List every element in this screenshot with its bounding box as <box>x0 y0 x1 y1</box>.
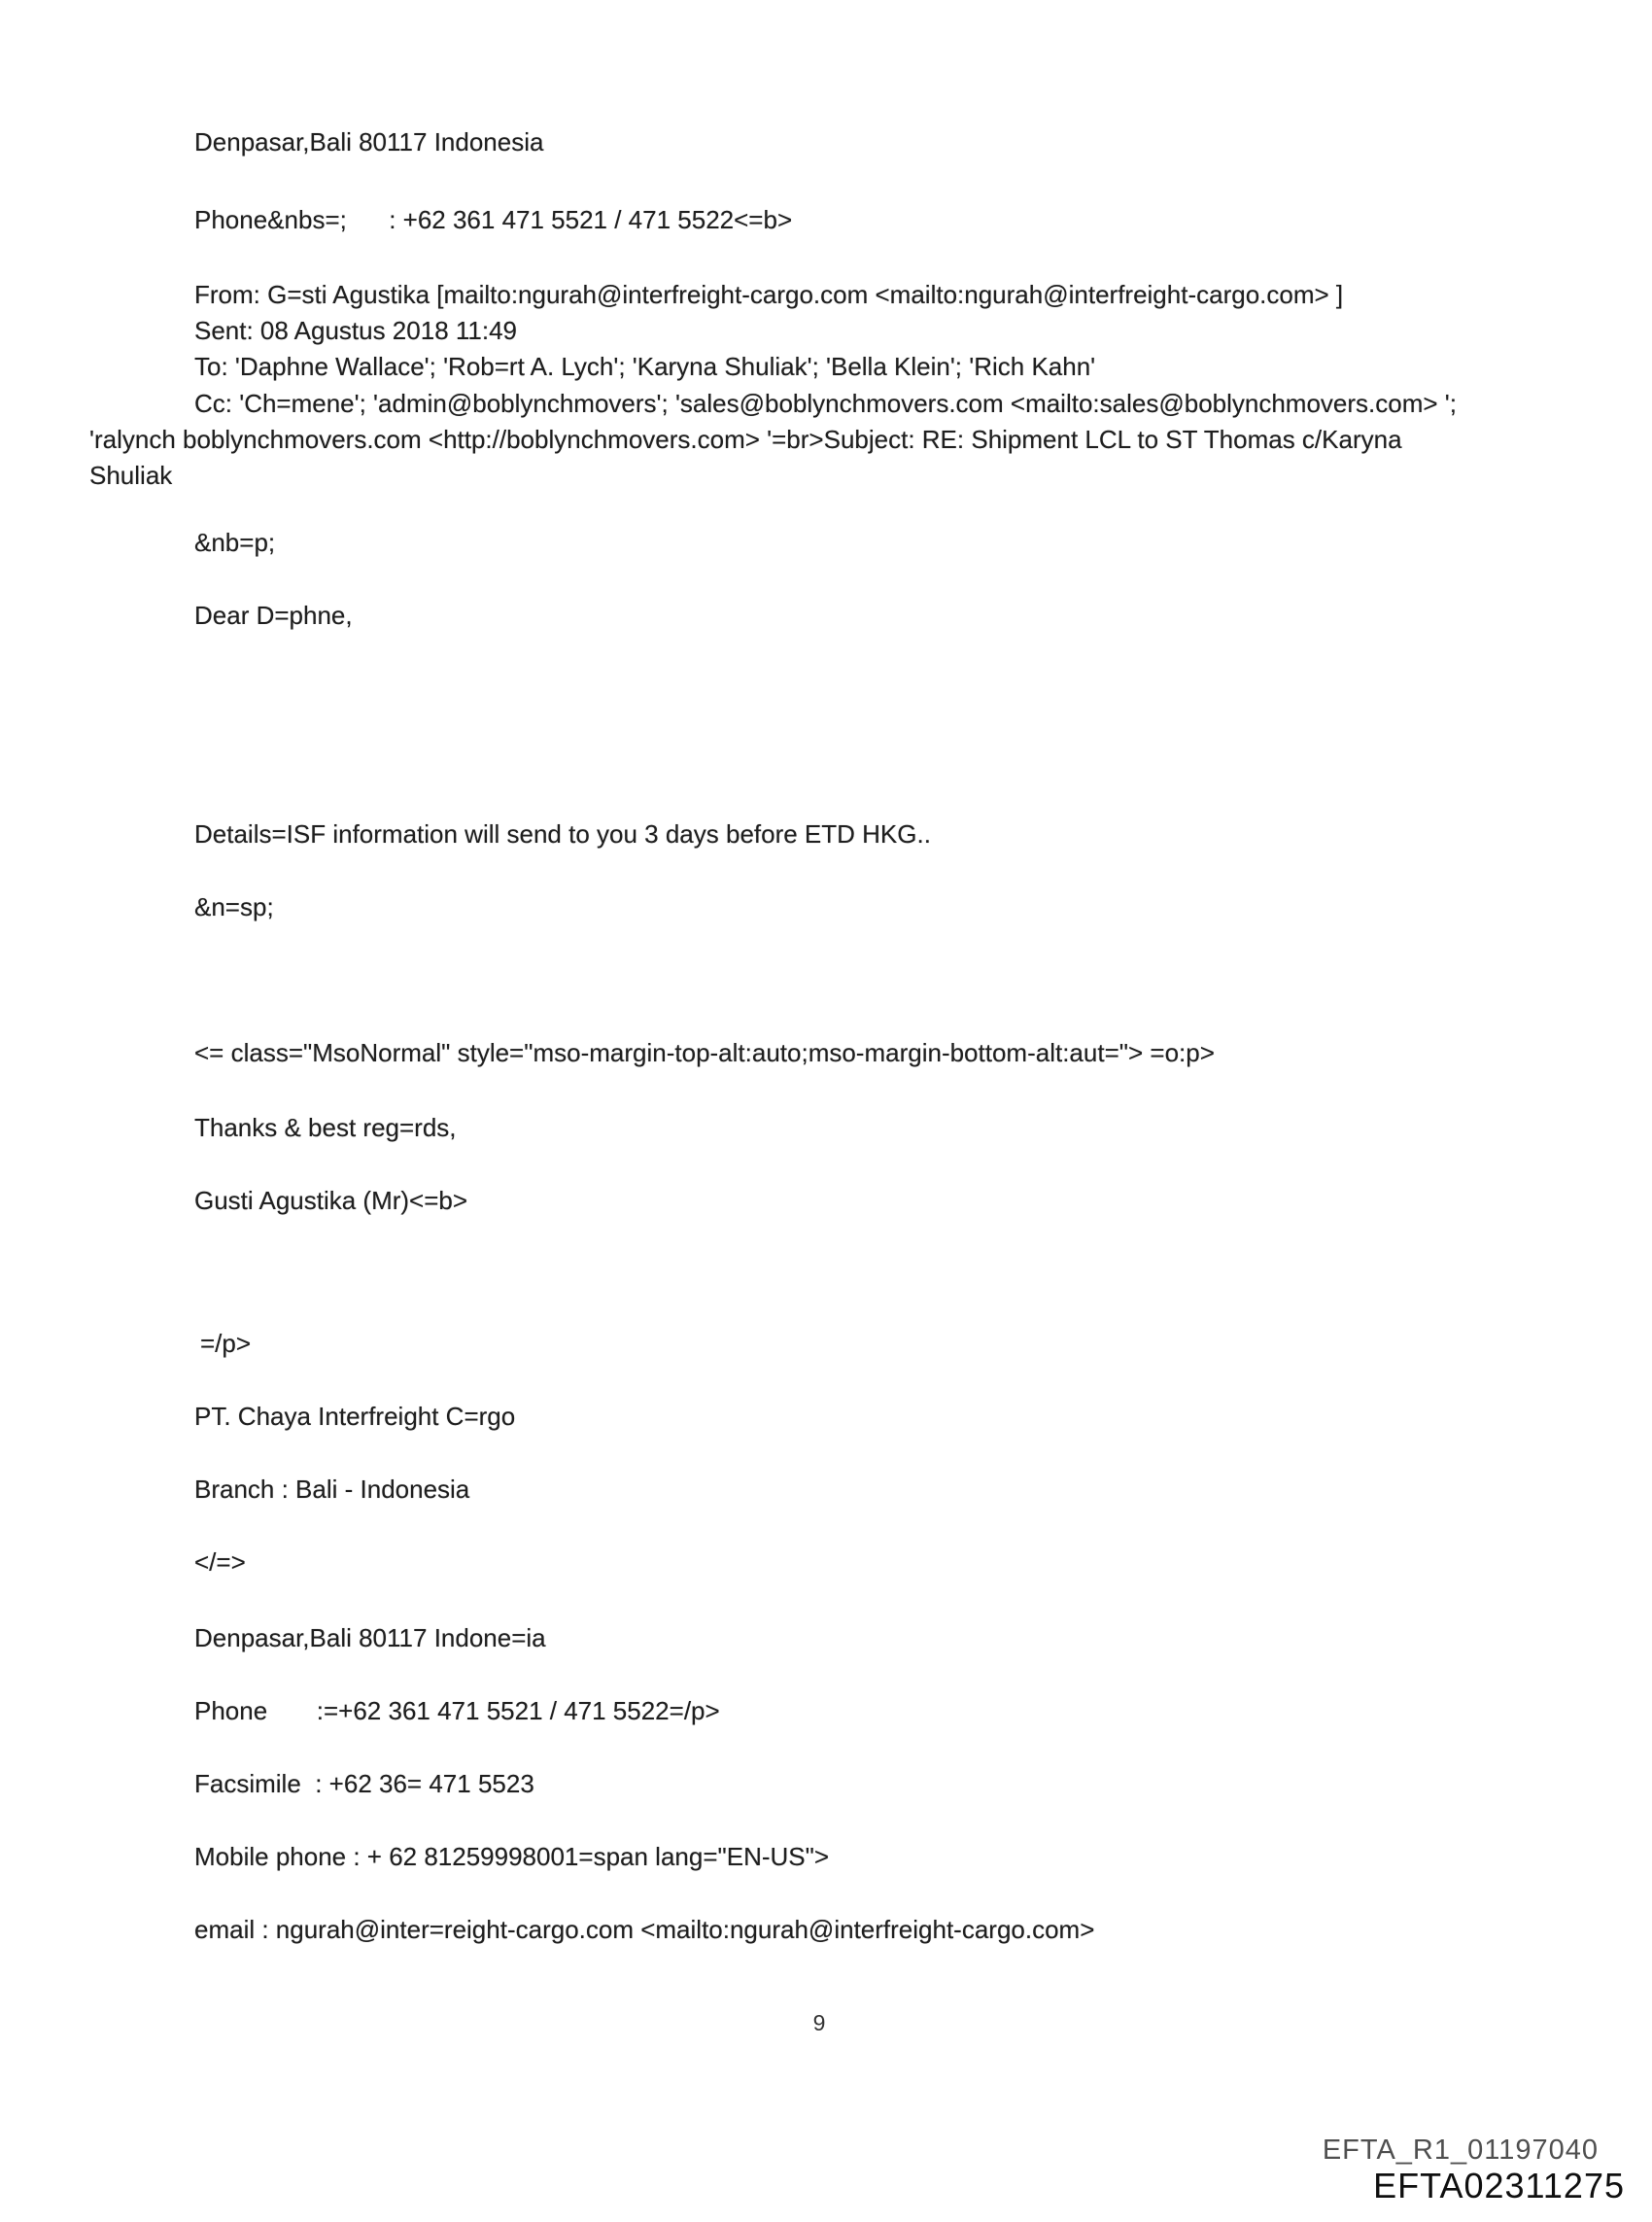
signature-facsimile-line: Facsimile : +62 36= 471 5523 <box>194 1769 534 1798</box>
signature-mobile-line: Mobile phone : + 62 81259998001=span lang="EN-US"> <box>194 1842 830 1871</box>
cc-subject-overflow-line: 'ralynch boblynchmovers.com <http://boblynchmovers.com> '=br>Subject: RE: Shipment LCL to ST Thomas c/Karyna <box>89 425 1402 454</box>
closing-line: Thanks & best reg=rds, <box>194 1113 457 1142</box>
sent-header-line: Sent: 08 Agustus 2018 11:49 <box>194 316 518 345</box>
from-header-line: From: G=sti Agustika [mailto:ngurah@interfreight-cargo.com <mailto:ngurah@interfreight-cargo.com> ] <box>194 280 1344 309</box>
sender-address-line: Denpasar,Bali 80117 Indonesia <box>194 127 544 156</box>
entity-fragment-line-2: &n=sp; <box>194 892 274 921</box>
markup-fragment-line: =/p> <box>200 1329 252 1358</box>
doc-id-stamp: EFTA_R1_01197040 <box>1322 2135 1599 2166</box>
branch-line: Branch : Bali - Indonesia <box>194 1475 470 1504</box>
signature-name-line: Gusti Agustika (Mr)<=b> <box>194 1186 468 1215</box>
signature-email-line: email : ngurah@inter=reight-cargo.com <mailto:ngurah@interfreight-cargo.com> <box>194 1915 1095 1944</box>
cc-header-line: Cc: 'Ch=mene'; 'admin@boblynchmovers'; 'sales@boblynchmovers.com <mailto:sales@boblynchmovers.com> '; <box>194 389 1457 418</box>
signature-phone-line: Phone :=+62 361 471 5521 / 471 5522=/p> <box>194 1696 720 1725</box>
sender-phone-line: Phone&nbs=; : +62 361 471 5521 / 471 5522<=b> <box>194 205 793 234</box>
salutation-line: Dear D=phne, <box>194 601 353 630</box>
bates-number-stamp: EFTA02311275 <box>1373 2166 1625 2205</box>
details-line: Details=ISF information will send to you 3 days before ETD HKG.. <box>194 819 931 849</box>
mso-markup-line: <= class="MsoNormal" style="mso-margin-top-alt:auto;mso-margin-bottom-alt:aut="> =o:p> <box>194 1038 1215 1067</box>
entity-fragment-line: &nb=p; <box>194 528 276 557</box>
to-header-line: To: 'Daphne Wallace'; 'Rob=rt A. Lych'; 'Karyna Shuliak'; 'Bella Klein'; 'Rich Kahn' <box>194 352 1096 381</box>
company-name-line: PT. Chaya Interfreight C=rgo <box>194 1402 516 1431</box>
page-number: 9 <box>812 2010 826 2035</box>
markup-close-line: </=> <box>194 1547 246 1577</box>
signature-address-line: Denpasar,Bali 80117 Indone=ia <box>194 1623 546 1652</box>
subject-overflow-line-2: Shuliak <box>89 461 173 490</box>
